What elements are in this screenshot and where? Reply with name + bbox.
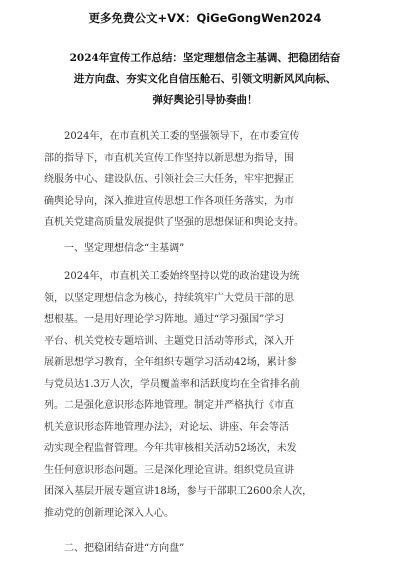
intro-paragraph — [44, 126, 366, 234]
heading-text: 二、把稳团结奋进“方向盘” — [44, 543, 185, 554]
paragraph-line: 机关意识形态阵地管理办法》，对论坛、讲座、年会等活 — [44, 421, 289, 433]
paragraph-line: 列。二是强化意识形态阵地管理。制定并严格执行《市直 — [44, 400, 294, 411]
title-line: 进方向盘、夯实文化自信压舱石、引领文明新风风向标、 — [73, 73, 337, 85]
paragraph-line: 部的指导下，市直机关宣传工作坚持以新思想为指导，围 — [44, 152, 294, 164]
paragraph-line: 确舆论导向，深入推进宣传思想工作各项任务落实，为市 — [44, 195, 294, 207]
document-title — [44, 48, 366, 111]
paragraph-line: 想根基。一是用好理论学习阵地。通过“学习强国”学习 — [44, 314, 285, 325]
paragraph-line: 与党员达1.3万人次，学员覆盖率和活跃度均在全省排名前 — [44, 378, 300, 390]
section-heading-2 — [44, 538, 366, 560]
paragraph-line: 领，以坚定理想信念为核心，持续筑牢广大党员干部的思 — [44, 292, 294, 304]
watermark-header: 更多免费公文+VX：QiGeGongWen2024 — [88, 11, 322, 25]
paragraph-line: 团深入基层开展专题宣讲18场，参与干部职工2600余人次， — [44, 486, 313, 497]
paragraph-line: 绕服务中心、建设队伍、引领社会三大任务，牢牢把握正 — [44, 174, 294, 185]
title-line: 弹好舆论引导协奏曲！ — [152, 94, 258, 106]
paragraph-line: 2024年，在市直机关工委的坚强领导下，在市委宣传 — [44, 131, 300, 142]
heading-text: 一、坚定理想信念“主基调” — [44, 243, 185, 254]
section-1-paragraph — [44, 266, 366, 524]
paragraph-line: 直机关党建高质量发展提供了坚强的思想保证和舆论支持。 — [44, 217, 304, 228]
paragraph-line: 动实现全程监督管理。今年共审核相关活动52场次，未发 — [44, 443, 297, 454]
section-heading-1 — [44, 238, 366, 260]
paragraph-line: 2024年，市直机关工委始终坚持以党的政治建设为统 — [44, 271, 300, 282]
paragraph-line: 生任何意识形态问题。三是深化理论宣讲。组织党员宣讲 — [44, 464, 294, 476]
paragraph-line: 展新思想学习教育，全年组织专题学习活动42场，累计参 — [44, 357, 297, 368]
title-line: 2024年宣传工作总结：坚定理想信念主基调、把稳团结奋 — [69, 52, 341, 64]
paragraph-line: 推动党的创新理论深入人心。 — [44, 507, 174, 519]
paragraph-line: 平台、机关党校专题培训、主题党日活动等形式，深入开 — [44, 335, 294, 347]
